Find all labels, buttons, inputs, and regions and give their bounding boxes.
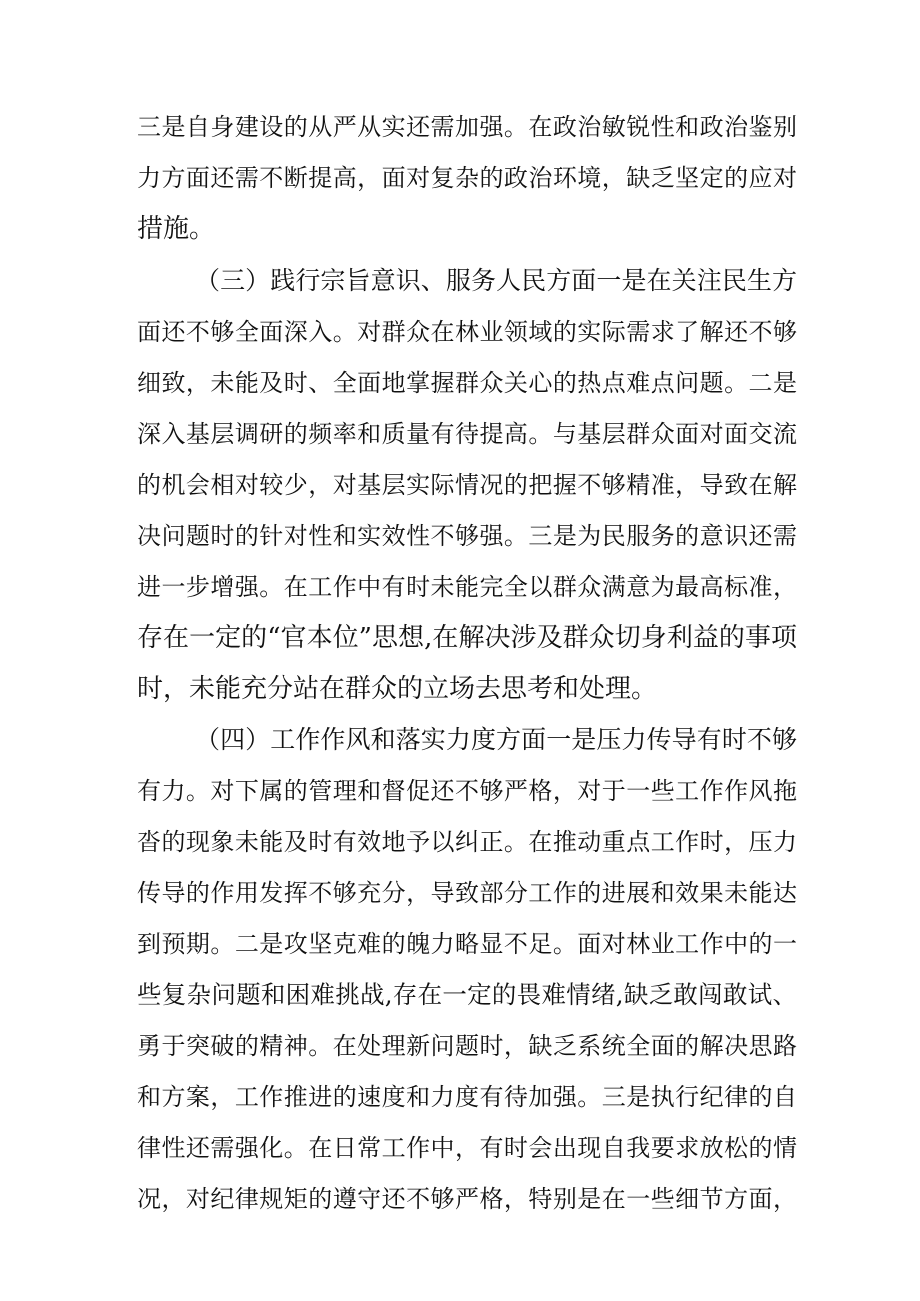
text-line: 面还不够全面深入。对群众在林业领域的实际需求了解还不够 bbox=[137, 318, 797, 346]
text-line: 的机会相对较少，对基层实际情况的把握不够精准，导致在解 bbox=[137, 471, 797, 499]
text-line: （三）践行宗旨意识、服务人民方面一是在关注民生方 bbox=[195, 266, 797, 295]
text-line: 细致，未能及时、全面地掌握群众关心的热点难点问题。二是 bbox=[137, 369, 797, 397]
text-line: 深入基层调研的频率和质量有待提高。与基层群众面对面交流 bbox=[137, 420, 797, 448]
text-line: 和方案，工作推进的速度和力度有待加强。三是执行纪律的自 bbox=[137, 1083, 797, 1111]
text-line: 进一步增强。在工作中有时未能完全以群众满意为最高标准， bbox=[137, 573, 797, 601]
text-line: 况，对纪律规矩的遵守还不够严格，特别是在一些细节方面， bbox=[137, 1185, 797, 1213]
text-line: 传导的作用发挥不够充分，导致部分工作的进展和效果未能达 bbox=[137, 879, 797, 907]
text-line: 勇于突破的精神。在处理新问题时，缺乏系统全面的解决思路 bbox=[137, 1032, 797, 1060]
text-line: 三是自身建设的从严从实还需加强。在政治敏锐性和政治鉴别 bbox=[137, 113, 797, 141]
text-line: （四）工作作风和落实力度方面一是压力传导有时不够 bbox=[195, 725, 797, 754]
text-line: 措施。 bbox=[137, 214, 216, 244]
text-line: 存在一定的“官本位”思想,在解决涉及群众切身利益的事项 bbox=[137, 623, 797, 653]
text-line: 律性还需强化。在日常工作中，有时会出现自我要求放松的情 bbox=[137, 1134, 797, 1162]
text-line: 些复杂问题和困难挑战,存在一定的畏难情绪,缺乏敢闯敢试、 bbox=[137, 980, 797, 1009]
text-line: 沓的现象未能及时有效地予以纠正。在推动重点工作时，压力 bbox=[137, 828, 797, 856]
text-line: 有力。对下属的管理和督促还不够严格，对于一些工作作风拖 bbox=[137, 777, 797, 805]
text-line: 决问题时的针对性和实效性不够强。三是为民服务的意识还需 bbox=[137, 522, 797, 550]
text-line: 到预期。二是攻坚克难的魄力略显不足。面对林业工作中的一 bbox=[137, 930, 797, 958]
text-line: 时，未能充分站在群众的立场去思考和处理。 bbox=[137, 674, 658, 704]
text-line: 力方面还需不断提高，面对复杂的政治环境，缺乏坚定的应对 bbox=[137, 164, 797, 192]
